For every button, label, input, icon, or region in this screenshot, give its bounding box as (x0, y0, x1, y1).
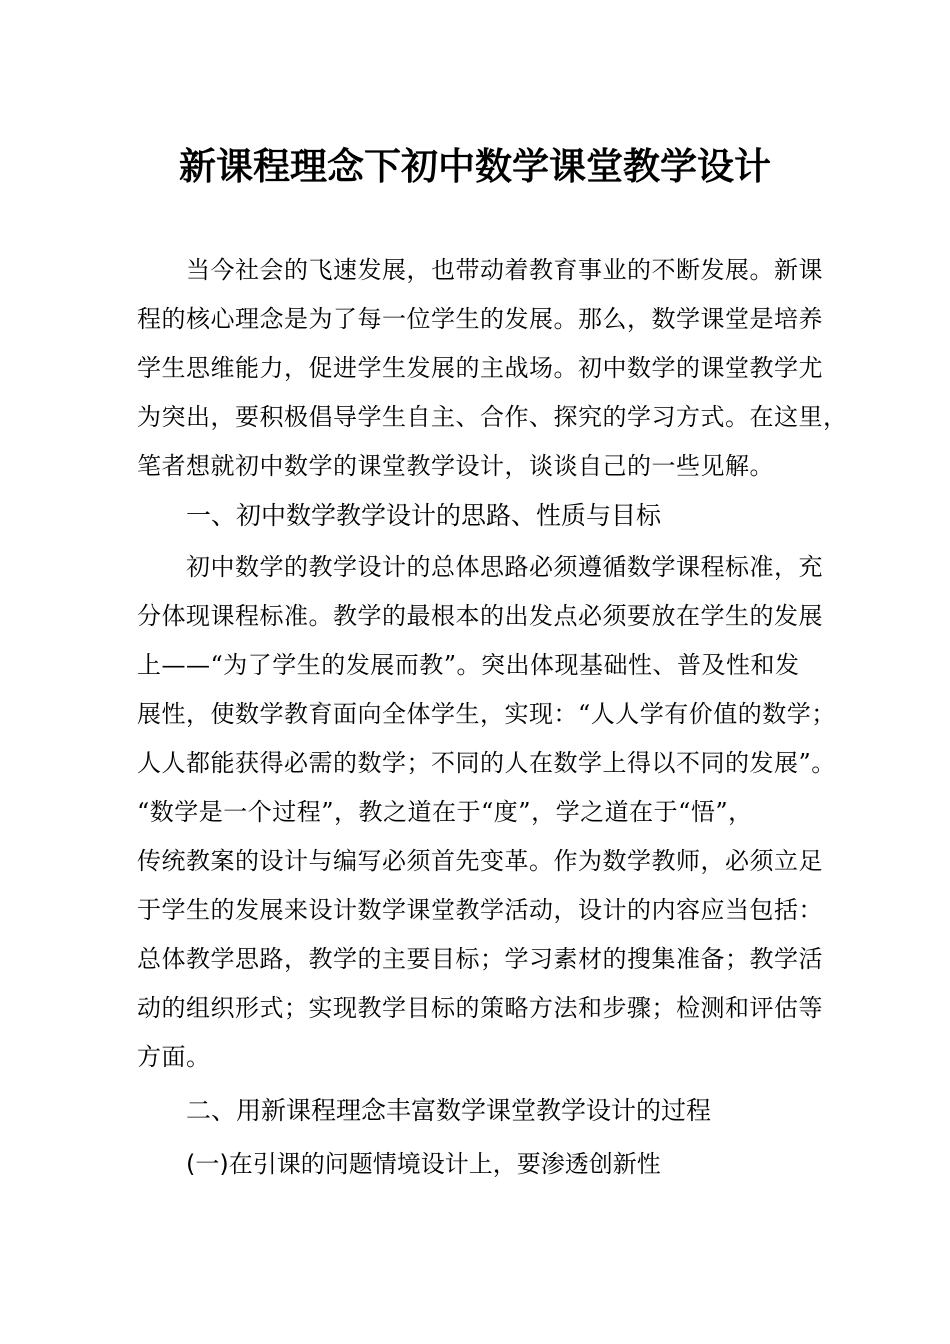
paragraph-2-line-11: 方面。 (137, 1043, 211, 1071)
paragraph-1-line-1: 当今社会的飞速发展，也带动着教育事业的不断发展。新课 (186, 256, 823, 284)
paragraph-2-line-3: 上——“为了学生的发展而教”。突出体现基础性、普及性和发 (137, 651, 800, 679)
document-title: 新课程理念下初中数学课堂教学设计 (179, 144, 771, 188)
section-heading-2: 二、用新课程理念丰富数学课堂教学设计的过程 (186, 1096, 712, 1125)
section-heading-1: 一、初中数学教学设计的思路、性质与目标 (186, 501, 662, 530)
paragraph-1-line-3: 学生思维能力，促进学生发展的主战场。初中数学的课堂教学尤 (137, 354, 823, 382)
paragraph-2-line-2: 分体现课程标准。教学的最根本的出发点必须要放在学生的发展 (137, 602, 823, 630)
paragraph-2-line-8: 于学生的发展来设计数学课堂教学活动，设计的内容应当包括： (137, 896, 823, 924)
paragraph-2-line-1: 初中数学的教学设计的总体思路必须遵循数学课程标准，充 (186, 553, 823, 581)
paragraph-1-line-4: 为突出，要积极倡导学生自主、合作、探究的学习方式。在这里， (137, 403, 848, 431)
paragraph-2-line-4: 展性，使数学教育面向全体学生，实现：“人人学有价值的数学； (137, 700, 836, 728)
paragraph-2-line-10: 动的组织形式；实现教学目标的策略方法和步骤；检测和评估等 (137, 994, 823, 1022)
paragraph-2-line-9: 总体教学思路，教学的主要目标；学习素材的搜集准备；教学活 (137, 945, 823, 973)
paragraph-2-line-7: 传统教案的设计与编写必须首先变革。作为数学教师，必须立足 (137, 847, 823, 875)
paragraph-2-line-5: 人人都能获得必需的数学；不同的人在数学上得以不同的发展”。 (137, 749, 836, 777)
paragraph-2-line-6: “数学是一个过程”，教之道在于“度”，学之道在于“悟”， (137, 798, 753, 826)
subsection-heading-2-1: (一)在引课的问题情境设计上，要渗透创新性 (186, 1150, 661, 1178)
paragraph-1-line-5: 笔者想就初中数学的课堂教学设计，谈谈自己的一些见解。 (137, 452, 774, 480)
paragraph-1-line-2: 程的核心理念是为了每一位学生的发展。那么，数学课堂是培养 (137, 305, 823, 333)
